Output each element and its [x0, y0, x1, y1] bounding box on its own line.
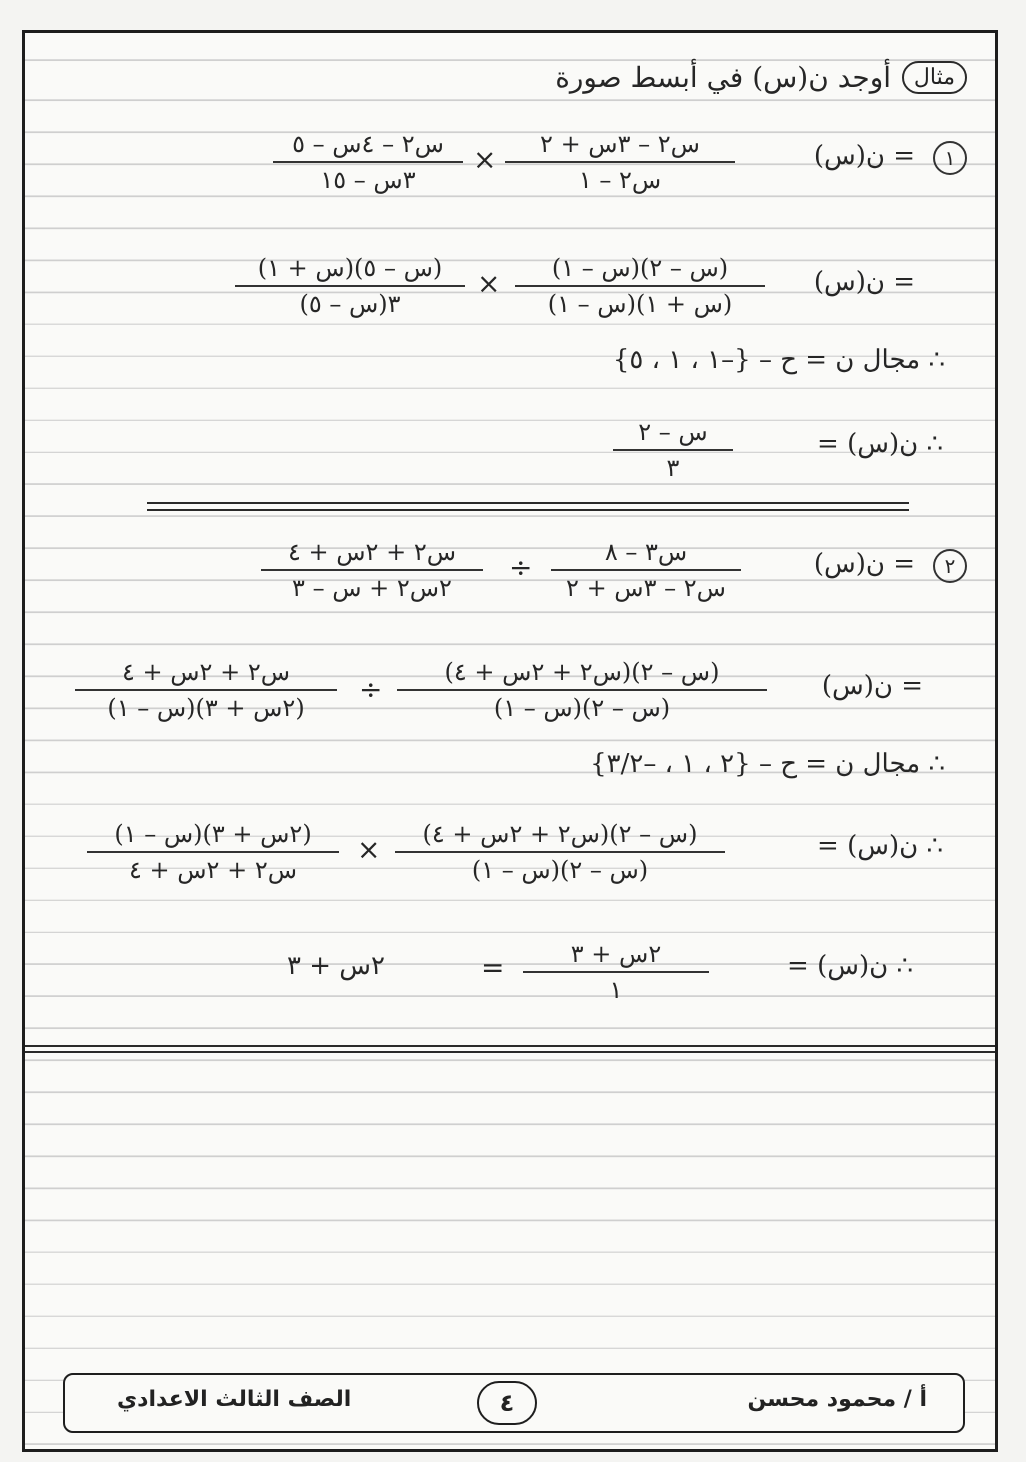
instruction-text: أوجد ن(س) في أبسط صورة: [555, 61, 891, 94]
page-footer: [63, 1373, 965, 1433]
q2-line3-f1-numerator: (س – ٢)(س٢ + ٢س + ٤): [422, 820, 698, 848]
fraction-bar: [273, 161, 463, 163]
q2-line2-f2-denominator: (٢س + ٣)(س – ١): [107, 694, 305, 722]
q2-line2-f1-numerator: (س – ٢)(س٢ + ٢س + ٤): [444, 658, 720, 686]
q1-result-denominator: ٣: [666, 454, 680, 482]
fraction-bar: [235, 285, 465, 287]
grade-label: الصف الثالث الاعدادي: [117, 1387, 352, 1412]
q1-result-lhs: ∴ ن(س) =: [817, 429, 943, 459]
q1-line2-operator: ×: [477, 267, 501, 300]
q2-line3-fraction2: [87, 819, 339, 885]
q1-line1-fraction2: [273, 129, 463, 195]
fraction-bar: [261, 569, 483, 571]
q2-line3-f2-numerator: (٢س + ٣)(س – ١): [114, 820, 312, 848]
q2-line3-operator: ×: [357, 833, 381, 866]
q2-line1-fraction2: [261, 537, 483, 603]
q2-line3-f1-denominator: (س – ٢)(س – ١): [471, 856, 649, 884]
q1-line2-lhs: = ن(س): [813, 267, 915, 297]
q1-line1-f2-denominator: ٣س – ١٥: [320, 166, 416, 194]
q2-result-final: ٢س + ٣: [287, 951, 385, 981]
q2-line2-lhs: = ن(س): [821, 671, 923, 701]
q2-result-fraction: [523, 939, 709, 1005]
q1-line1-operator: ×: [473, 143, 497, 176]
q2-line2-fraction1: [397, 657, 767, 723]
q2-line1-fraction1: [551, 537, 741, 603]
q1-line2-f2-numerator: (س – ٥)(س + ١): [257, 254, 443, 282]
q2-line3-fraction1: [395, 819, 725, 885]
q1-line2-f1-denominator: (س + ١)(س – ١): [547, 290, 733, 318]
q2-domain: ∴ مجال ن = ح – {٢ ، ١ ، –٣/٢}: [590, 749, 945, 779]
page-number: ٤: [477, 1381, 537, 1425]
q2-result-equals: =: [481, 951, 505, 984]
q2-line2-f2-numerator: س٢ + ٢س + ٤: [121, 658, 290, 686]
q2-result-denominator: ١: [609, 976, 623, 1004]
q2-line2-operator: ÷: [359, 673, 383, 706]
q1-line1-lhs: = ن(س): [813, 141, 915, 171]
q1-result-numerator: س – ٢: [638, 418, 708, 446]
q2-result-numerator: ٢س + ٣: [570, 940, 662, 968]
fraction-bar: [75, 689, 337, 691]
section-divider: [147, 509, 909, 511]
q1-line2-fraction1: [515, 253, 765, 319]
notebook-page: [22, 30, 998, 1452]
q1-line1-f1-denominator: س٢ – ١: [578, 166, 662, 194]
fraction-bar: [87, 851, 339, 853]
fraction-bar: [505, 161, 735, 163]
q2-line1-operator: ÷: [509, 551, 533, 584]
q1-line1-f2-numerator: س٢ – ٤س – ٥: [292, 130, 444, 158]
q2-line3-f2-denominator: س٢ + ٢س + ٤: [128, 856, 297, 884]
q2-line1-f1-numerator: س٣ – ٨: [604, 538, 688, 566]
q1-number: ١: [933, 141, 967, 175]
q2-result-lhs: ∴ ن(س) =: [787, 951, 913, 981]
fraction-bar: [395, 851, 725, 853]
q2-line1-f2-numerator: س٢ + ٢س + ٤: [287, 538, 456, 566]
q2-number: ٢: [933, 549, 967, 583]
q2-line1-lhs: = ن(س): [813, 549, 915, 579]
q1-domain: ∴ مجال ن = ح – {–١ ، ١ ، ٥}: [612, 345, 945, 375]
q1-line1-fraction1: [505, 129, 735, 195]
q2-line2-f1-denominator: (س – ٢)(س – ١): [493, 694, 671, 722]
q1-line2-f1-numerator: (س – ٢)(س – ١): [551, 254, 729, 282]
section-divider: [25, 1045, 998, 1047]
q1-line2-f2-denominator: ٣(س – ٥): [299, 290, 401, 318]
fraction-bar: [515, 285, 765, 287]
q2-line3-lhs: ∴ ن(س) =: [817, 831, 943, 861]
example-badge: مثال: [902, 61, 967, 94]
teacher-name: أ / محمود محسن: [747, 1387, 927, 1412]
q2-line1-f2-denominator: ٢س٢ + س – ٣: [292, 574, 452, 602]
fraction-bar: [397, 689, 767, 691]
fraction-bar: [523, 971, 709, 973]
q2-line1-f1-denominator: س٢ – ٣س + ٢: [566, 574, 726, 602]
section-divider: [25, 1051, 998, 1053]
q1-line2-fraction2: [235, 253, 465, 319]
q2-line2-fraction2: [75, 657, 337, 723]
fraction-bar: [613, 449, 733, 451]
fraction-bar: [551, 569, 741, 571]
q1-result-fraction: [613, 417, 733, 483]
section-divider: [147, 502, 909, 504]
q1-line1-f1-numerator: س٢ – ٣س + ٢: [540, 130, 700, 158]
